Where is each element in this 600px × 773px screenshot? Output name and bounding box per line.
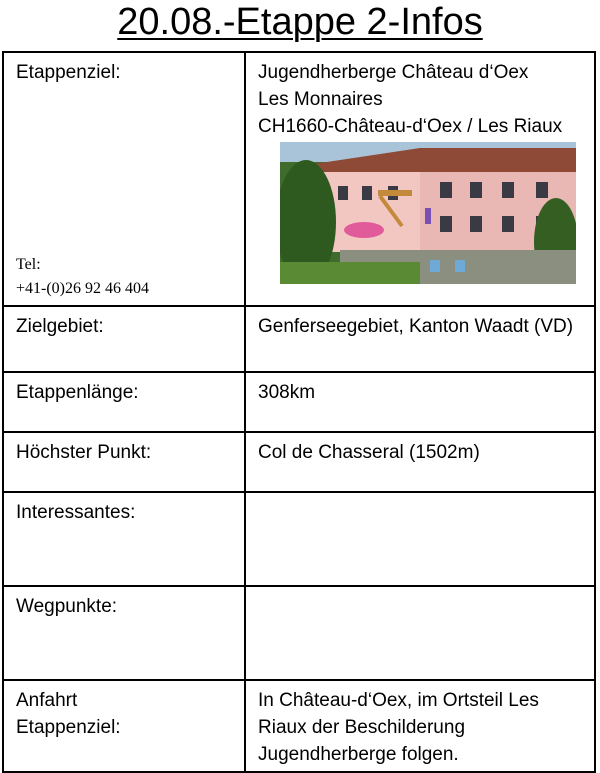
anfahrt-label-cell [3,680,245,772]
table-row [3,586,595,680]
wegpunkte-label: Wegpunkte: [3,586,245,680]
phone-block [16,253,149,301]
table-row [3,432,595,492]
interessantes-value [245,492,595,586]
table-row [3,372,595,432]
wegpunkte-value [245,586,595,680]
anfahrt-label-line1: Anfahrt [16,690,78,711]
hostel-photo [280,142,576,284]
stage-info-table [2,51,596,773]
zielgebiet-value: Genferseegebiet, Kanton Waadt (VD) [245,306,595,372]
etappenlaenge-value: 308km [245,372,595,432]
table-row [3,52,595,306]
hostel-name: Jugendherberge Château d‘Oex [258,62,529,83]
value-cell [245,52,595,306]
phone-number: +41-(0)26 92 46 404 [16,280,150,297]
zielgebiet-label: Zielgebiet: [3,306,245,372]
table-row [3,492,595,586]
etappenziel-label: Etappenziel: [16,62,121,83]
label-cell [3,52,245,306]
hoechster-punkt-value: Col de Chasseral (1502m) [245,432,595,492]
page-title: 20.08.-Etappe 2-Infos [117,1,483,43]
anfahrt-value: In Château-d‘Oex, im Ortsteil Les Riaux der Beschilderung Jugendherberge folgen. [245,680,595,772]
table-row [3,306,595,372]
hoechster-punkt-label: Höchster Punkt: [3,432,245,492]
table-row [3,680,595,772]
anfahrt-label-line2: Etappenziel: [16,717,121,738]
phone-label: Tel: [16,256,41,273]
hostel-street: Les Monnaires [258,89,383,110]
etappenlaenge-label: Etappenlänge: [3,372,245,432]
interessantes-label: Interessantes: [3,492,245,586]
hostel-city: CH1660-Château-d‘Oex / Les Riaux [258,116,563,137]
